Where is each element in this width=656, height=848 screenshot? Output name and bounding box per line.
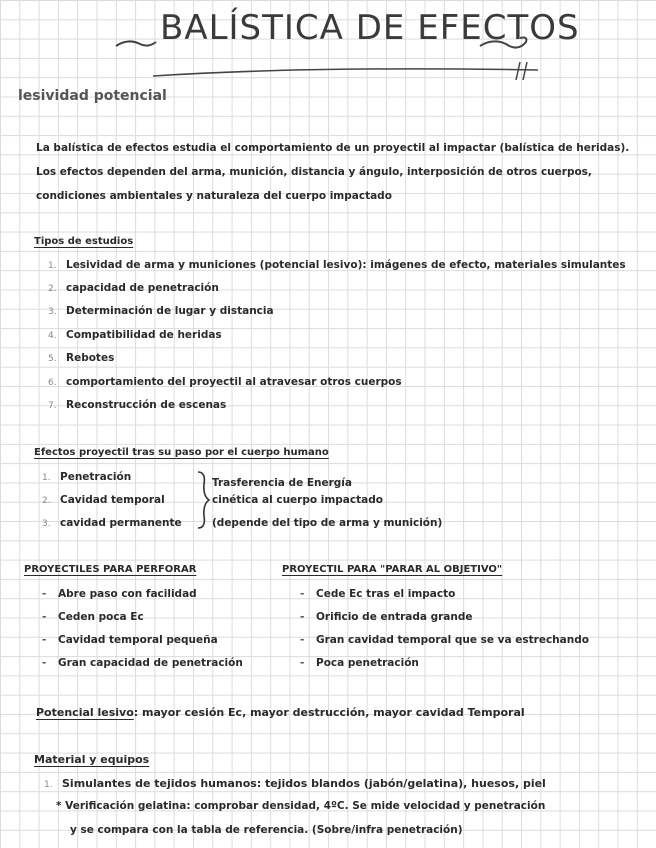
dash-bullet: - <box>42 588 47 600</box>
list-number: 5. <box>48 354 57 364</box>
list-text: Ceden poca Ec <box>58 611 144 623</box>
intro-paragraph: La balística de efectos estudia el comportamiento de un proyectil al impactar (balística de heridas). Los efectos dependen del arma, munición, distancia y ángulo, interposición de otros cuerpos, condiciones ambientales y naturaleza del cuerpo impactado <box>36 142 630 202</box>
list-text: Gran capacidad de penetración <box>58 657 243 669</box>
material-heading: Material y equipos <box>34 753 150 766</box>
list-item <box>48 352 114 364</box>
list-text: Compatibilidad de heridas <box>66 329 222 341</box>
section-subtitle: lesividad potencial <box>18 88 167 104</box>
efectos-note: (depende del tipo de arma y munición) <box>212 517 443 529</box>
list-text: Cavidad temporal <box>60 494 165 506</box>
list-item <box>300 588 455 600</box>
list-item <box>42 494 165 506</box>
list-number: 1. <box>48 261 57 271</box>
list-text: Orificio de entrada grande <box>316 611 473 623</box>
list-item <box>42 471 131 483</box>
list-item <box>300 611 473 623</box>
list-item <box>42 588 197 600</box>
list-item <box>48 399 226 411</box>
list-item <box>42 657 243 669</box>
list-item <box>300 634 589 646</box>
list-text: cavidad permanente <box>60 517 182 529</box>
list-text: comportamiento del proyectil al atravesar otros cuerpos <box>66 376 402 388</box>
efectos-heading: Efectos proyectil tras su paso por el cuerpo humano <box>34 447 329 458</box>
list-number: 6. <box>48 378 57 388</box>
list-number: 3. <box>42 519 51 529</box>
list-item <box>42 634 218 646</box>
list-text: Cede Ec tras el impacto <box>316 588 456 600</box>
list-text: Simulantes de tejidos humanos: tejidos blandos (jabón/gelatina), huesos, piel <box>62 777 546 790</box>
dash-bullet: - <box>300 657 305 669</box>
potencial-line <box>36 706 525 719</box>
list-item <box>44 777 546 790</box>
list-item <box>48 376 402 388</box>
dash-bullet: - <box>300 588 305 600</box>
tipos-heading: Tipos de estudios <box>34 236 134 247</box>
list-text: Determinación de lugar y distancia <box>66 305 274 317</box>
list-number: 3. <box>48 307 57 317</box>
dash-bullet: - <box>300 611 305 623</box>
list-text: Reconstrucción de escenas <box>66 399 227 411</box>
dash-bullet: - <box>42 634 47 646</box>
material-note: * Verificación gelatina: comprobar densidad, 4ºC. Se mide velocidad y penetración <box>56 800 546 812</box>
curly-brace-icon <box>196 470 212 530</box>
efectos-note: cinética al cuerpo impactado <box>212 494 383 506</box>
list-text: Lesividad de arma y municiones (potencial lesivo): imágenes de efecto, materiales simulantes <box>66 259 626 271</box>
list-number: 1. <box>42 473 51 483</box>
list-number: 4. <box>48 331 57 341</box>
efectos-note: Trasferencia de Energía <box>212 477 352 489</box>
dash-bullet: - <box>42 657 47 669</box>
material-note: y se compara con la tabla de referencia. (Sobre/infra penetración) <box>70 824 463 836</box>
list-item <box>48 329 222 341</box>
list-number: 7. <box>48 401 57 411</box>
parar-heading: PROYECTIL PARA "PARAR AL OBJETIVO" <box>282 564 503 575</box>
list-text: Rebotes <box>66 352 115 364</box>
potencial-text: : mayor cesión Ec, mayor destrucción, mayor cavidad Temporal <box>133 706 525 719</box>
list-item <box>42 517 182 529</box>
list-item <box>48 259 626 271</box>
list-text: Abre paso con facilidad <box>58 588 197 600</box>
page-title: BALÍSTICA DE EFECTOS <box>160 8 580 48</box>
list-number: 1. <box>44 780 53 790</box>
list-item <box>300 657 419 669</box>
dash-bullet: - <box>42 611 47 623</box>
list-text: capacidad de penetración <box>66 282 219 294</box>
list-item <box>48 305 274 317</box>
list-text: Poca penetración <box>316 657 419 669</box>
list-number: 2. <box>48 284 57 294</box>
list-text: Penetración <box>60 471 132 483</box>
list-text: Cavidad temporal pequeña <box>58 634 218 646</box>
list-text: Gran cavidad temporal que se va estrechando <box>316 634 589 646</box>
list-item <box>48 282 219 294</box>
list-item <box>42 611 144 623</box>
list-number: 2. <box>42 496 51 506</box>
dash-bullet: - <box>300 634 305 646</box>
potencial-label: Potencial lesivo <box>36 706 134 719</box>
perforar-heading: PROYECTILES PARA PERFORAR <box>24 564 197 575</box>
